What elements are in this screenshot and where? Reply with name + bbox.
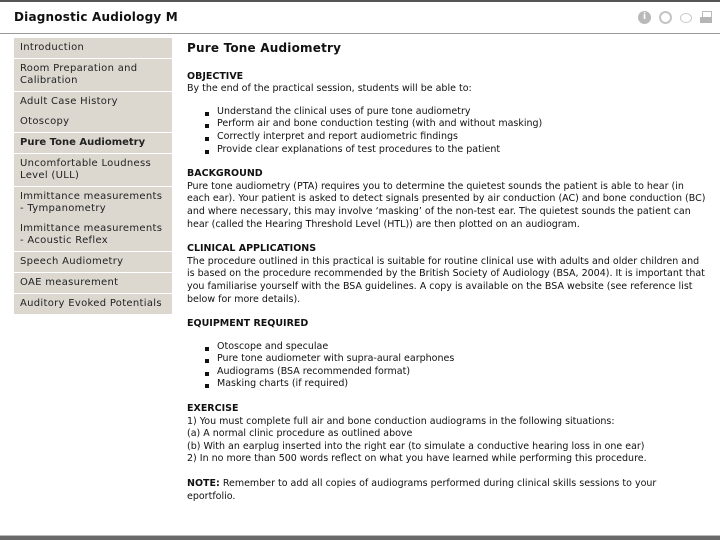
sidebar-item-otoscopy[interactable]: Otoscopy (14, 112, 172, 133)
clinical-applications-section (187, 243, 707, 306)
list-item: Correctly interpret and report audiometric findings (217, 131, 707, 144)
exercise-line: 2) In no more than 500 words reflect on what you have learned while performing this procedure. (187, 453, 647, 465)
background-section (187, 168, 707, 231)
main-content (187, 42, 707, 503)
equipment-list (187, 341, 707, 391)
note-text: Remember to add all copies of audiograms performed during clinical skills sessions to your eportfolio. (187, 478, 657, 502)
exercise-line: 1) You must complete full air and bone conduction audiograms in the following situations: (187, 415, 615, 427)
window-bottom-border (0, 535, 720, 540)
exercise-heading: EXERCISE (187, 403, 239, 415)
list-item: Pure tone audiometer with supra-aural earphones (217, 353, 707, 366)
list-item: Understand the clinical uses of pure tone audiometry (217, 106, 707, 119)
exercise-line: (b) With an earplug inserted into the right ear (to simulate a conductive hearing loss in one ear) (187, 440, 645, 452)
app-title: Diagnostic Audiology M (14, 10, 178, 24)
exercise-line: (a) A normal clinic procedure as outlined above (187, 428, 413, 440)
sidebar-item-ull[interactable]: Uncomfortable Loudness Level (ULL) (14, 154, 172, 187)
list-item: Perform air and bone conduction testing (with and without masking) (217, 118, 707, 131)
note-label: NOTE: (187, 478, 220, 490)
sidebar-item-auditory-evoked-potentials[interactable]: Auditory Evoked Potentials (14, 294, 172, 314)
sidebar-item-oae-measurement[interactable]: OAE measurement (14, 273, 172, 294)
sidebar-item-acoustic-reflex[interactable]: Immittance measurements - Acoustic Reflex (14, 219, 172, 252)
background-text: Pure tone audiometry (PTA) requires you to determine the quietest sounds the patient is able to hear (in each ear). Your patient is asked to detect signals presented by air conduction (AC) and bone conduction (BC) and where necessary, this may involve ‘masking’ of the non-test ear. The quietest sounds the patient can hear (called the Hearing Threshold Level (HTL)) are then plotted on an audiogram. (187, 180, 706, 230)
sidebar-item-adult-case-history[interactable]: Adult Case History (14, 92, 172, 112)
equipment-heading: EQUIPMENT REQUIRED (187, 318, 309, 330)
header-toolbar (638, 11, 712, 24)
chat-icon[interactable] (680, 13, 692, 23)
sidebar-item-tympanometry[interactable]: Immittance measurements - Tympanometry (14, 187, 172, 219)
exercise-section (187, 403, 707, 466)
list-item: Provide clear explanations of test procedures to the patient (217, 144, 707, 157)
list-item: Otoscope and speculae (217, 341, 707, 354)
objective-section (187, 71, 707, 157)
equipment-section (187, 318, 707, 391)
search-help-icon[interactable] (659, 11, 672, 24)
print-icon[interactable] (700, 11, 712, 24)
info-icon[interactable] (638, 11, 651, 24)
sidebar-item-introduction[interactable]: Introduction (14, 38, 172, 59)
sidebar-item-pure-tone-audiometry[interactable]: Pure Tone Audiometry (14, 133, 172, 154)
header-bar (0, 2, 720, 34)
page-title: Pure Tone Audiometry (187, 41, 342, 55)
background-heading: BACKGROUND (187, 168, 263, 180)
objective-intro: By the end of the practical session, students will be able to: (187, 83, 472, 95)
sidebar-item-room-preparation[interactable]: Room Preparation and Calibration (14, 59, 172, 92)
sidebar-nav (14, 38, 172, 314)
objective-list (187, 106, 707, 156)
sidebar-item-speech-audiometry[interactable]: Speech Audiometry (14, 252, 172, 273)
note (187, 478, 707, 503)
clinical-applications-text: The procedure outlined in this practical is suitable for routine clinical use with adults and older children and is based on the procedure recommended by the British Society of Audiology (BSA, 2004). It is important that you familiarise yourself with the BSA guidelines. A copy is available on the BSA website (see reference list below for more details). (187, 255, 705, 305)
list-item: Masking charts (if required) (217, 378, 707, 391)
clinical-applications-heading: CLINICAL APPLICATIONS (187, 243, 317, 255)
list-item: Audiograms (BSA recommended format) (217, 366, 707, 379)
objective-heading: OBJECTIVE (187, 70, 244, 82)
